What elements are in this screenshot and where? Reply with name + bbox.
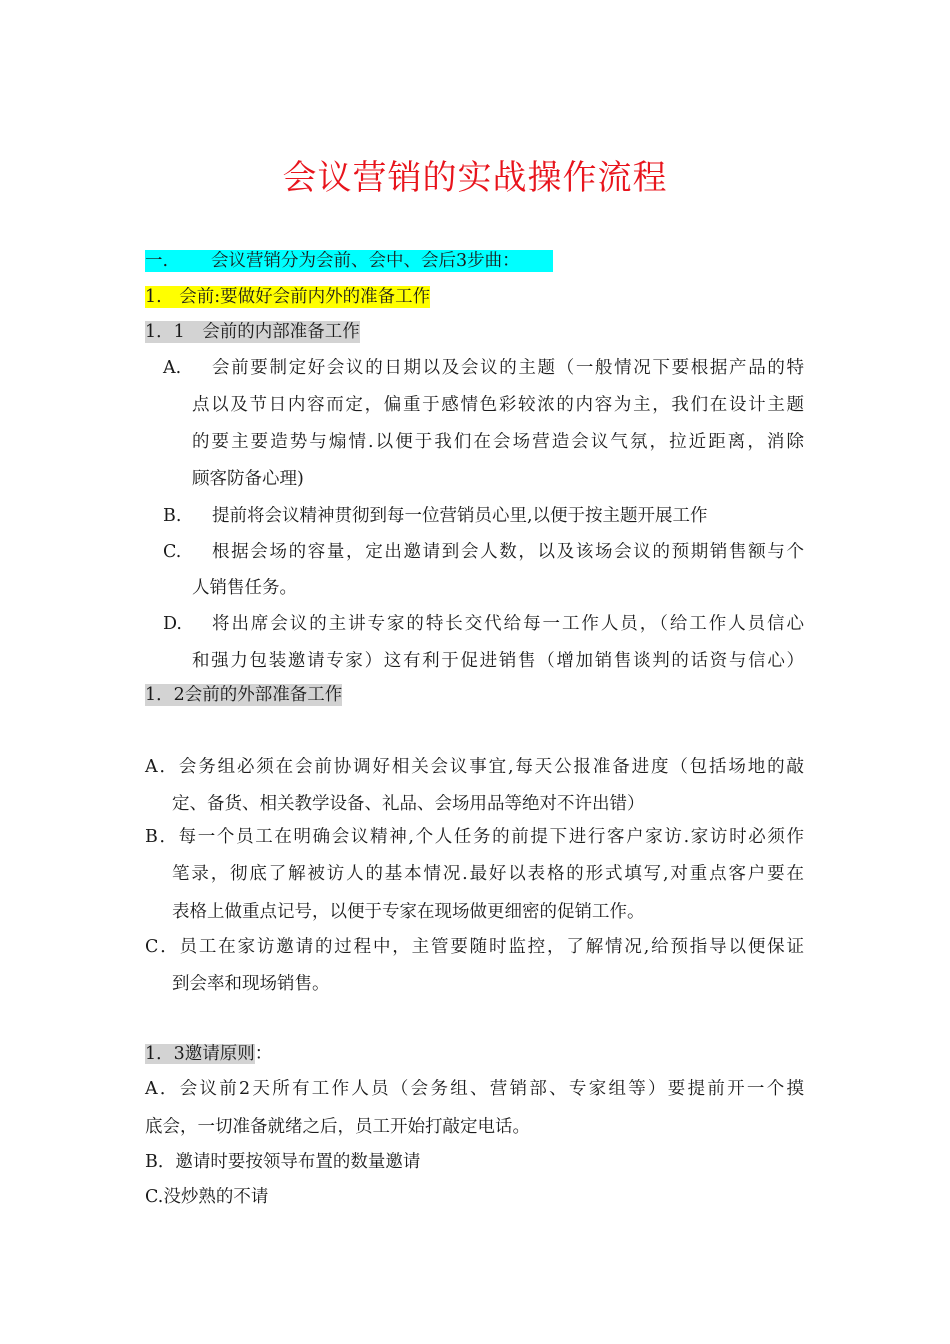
paragraph-line: C.没炒熟的不请 (145, 1187, 269, 1207)
page-title: 会议营销的实战操作流程 (282, 158, 668, 198)
paragraph-line: C．员工在家访邀请的过程中，主管要随时监控，了解情况,给预指导以便保证 (145, 937, 804, 957)
subheading-1: 1. 会前:要做好会前内外的准备工作 (145, 287, 431, 307)
paragraph-line: B．每一个员工在明确会议精神,个人任务的前提下进行客户家访.家访时必须作 (145, 827, 804, 847)
list-item-line: 根据会场的容量，定出邀请到会人数，以及该场会议的预期销售额与个 (212, 542, 804, 562)
list-marker: D. (163, 614, 182, 634)
list-item-line: 会前要制定好会议的日期以及会议的主题（一般情况下要根据产品的特 (212, 358, 804, 378)
section-heading-text: 会议营销分为会前、会中、会后3步曲： (211, 251, 520, 271)
list-marker: B. (163, 506, 182, 526)
paragraph-line: B．邀请时要按领导布置的数量邀请 (145, 1152, 421, 1172)
list-item-line: 人销售任务。 (192, 578, 297, 598)
subheading-1-3-colon: ： (254, 1044, 273, 1064)
paragraph-line: 底会，一切准备就绪之后，员工开始打敲定电话。 (145, 1117, 530, 1137)
subheading-1-3-label: 1．3邀请原则 (145, 1044, 255, 1064)
list-item-line: 的要主要造势与煽情.以便于我们在会场营造会议气氛，拉近距离，消除 (192, 432, 804, 452)
list-marker: A. (163, 358, 182, 378)
subheading-1-2: 1．2会前的外部准备工作 (145, 685, 343, 705)
section-heading-1 (145, 250, 553, 272)
list-item-line: 将出席会议的主讲专家的特长交代给每一工作人员，（给工作人员信心 (212, 614, 804, 634)
paragraph-line: 笔录，彻底了解被访人的基本情况.最好以表格的形式填写,对重点客户要在 (172, 864, 804, 884)
list-item-line: 和强力包装邀请专家）这有利于促进销售（增加销售谈判的话资与信心） (192, 651, 804, 671)
list-item-line: 顾客防备心理) (192, 469, 304, 489)
list-item-line: 提前将会议精神贯彻到每一位营销员心里,以便于按主题开展工作 (212, 506, 708, 526)
list-item-line: 点以及节日内容而定，偏重于感情色彩较浓的内容为主，我们在设计主题 (192, 395, 804, 415)
list-marker: C. (163, 542, 182, 562)
paragraph-line: A．会议前2天所有工作人员（会务组、营销部、专家组等）要提前开一个摸 (145, 1079, 804, 1099)
subheading-1-1: 1．1 会前的内部准备工作 (145, 322, 360, 342)
paragraph-line: A．会务组必须在会前协调好相关会议事宜,每天公报准备进度（包括场地的敲 (145, 757, 804, 777)
paragraph-line: 定、备货、相关教学设备、礼品、会场用品等绝对不许出错） (172, 794, 645, 814)
subheading-1-3 (145, 1043, 272, 1065)
paragraph-line: 表格上做重点记号，以便于专家在现场做更细密的促销工作。 (172, 902, 645, 922)
section-number: 一. (145, 251, 169, 271)
paragraph-line: 到会率和现场销售。 (172, 974, 330, 994)
